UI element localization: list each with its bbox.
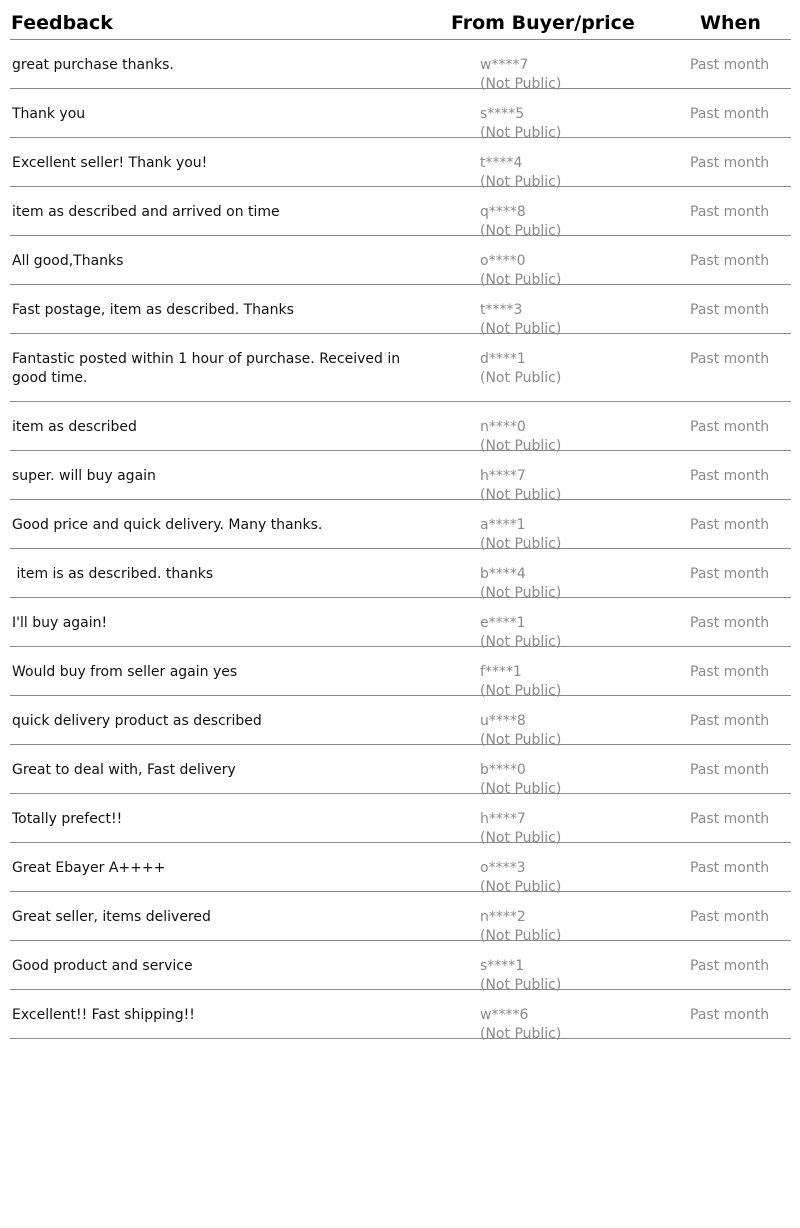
- price-status: (Not Public): [480, 174, 562, 190]
- buyer-id: b****4: [480, 566, 526, 582]
- buyer-id: h****7: [480, 468, 526, 484]
- buyer-id: n****0: [480, 419, 526, 435]
- buyer-id: w****7: [480, 57, 529, 73]
- price-status: (Not Public): [480, 879, 562, 895]
- price-status: (Not Public): [480, 683, 562, 699]
- feedback-when: Past month: [690, 351, 770, 367]
- feedback-comment: Good price and quick delivery. Many thanks.: [12, 517, 323, 533]
- buyer-id: t****4: [480, 155, 523, 171]
- feedback-comment: Totally prefect!!: [12, 811, 123, 827]
- feedback-when: Past month: [690, 253, 770, 269]
- table-row: [10, 647, 791, 699]
- feedback-comment: great purchase thanks.: [12, 57, 174, 73]
- buyer-id: d****1: [480, 351, 526, 367]
- feedback-when: Past month: [690, 1007, 770, 1023]
- feedback-comment: Thank you: [12, 106, 86, 122]
- feedback-comment: item as described: [12, 419, 137, 435]
- feedback-comment: Fast postage, item as described. Thanks: [12, 302, 294, 318]
- feedback-table: [10, 0, 791, 1042]
- feedback-when: Past month: [690, 860, 770, 876]
- price-status: (Not Public): [480, 272, 562, 288]
- price-status: (Not Public): [480, 781, 562, 797]
- table-row: [10, 236, 791, 288]
- table-row: [10, 402, 791, 454]
- price-status: (Not Public): [480, 928, 562, 944]
- feedback-when: Past month: [690, 615, 770, 631]
- price-status: (Not Public): [480, 634, 562, 650]
- table-row: [10, 892, 791, 944]
- feedback-when: Past month: [690, 664, 770, 680]
- feedback-comment: Great Ebayer A++++: [12, 860, 166, 876]
- buyer-id: t****3: [480, 302, 523, 318]
- table-row: [10, 941, 791, 993]
- feedback-comment: item is as described. thanks: [12, 566, 214, 582]
- table-row: [10, 794, 791, 846]
- table-row: [10, 843, 791, 895]
- header-feedback: Feedback: [11, 12, 113, 34]
- feedback-when: Past month: [690, 566, 770, 582]
- table-row: [10, 745, 791, 797]
- feedback-comment: item as described and arrived on time: [12, 204, 280, 220]
- buyer-id: s****5: [480, 106, 525, 122]
- table-row: [10, 598, 791, 650]
- price-status: (Not Public): [480, 438, 562, 454]
- feedback-when: Past month: [690, 762, 770, 778]
- price-status: (Not Public): [480, 585, 562, 601]
- feedback-when: Past month: [690, 468, 770, 484]
- feedback-when: Past month: [690, 909, 770, 925]
- table-row: [10, 89, 791, 141]
- feedback-when: Past month: [690, 811, 770, 827]
- feedback-when: Past month: [690, 302, 770, 318]
- buyer-id: n****2: [480, 909, 526, 925]
- feedback-comment: Excellent!! Fast shipping!!: [12, 1007, 195, 1023]
- price-status: (Not Public): [480, 732, 562, 748]
- table-row: [10, 500, 791, 552]
- buyer-id: q****8: [480, 204, 526, 220]
- buyer-id: w****6: [480, 1007, 529, 1023]
- table-row: [10, 187, 791, 239]
- feedback-when: Past month: [690, 57, 770, 73]
- feedback-when: Past month: [690, 713, 770, 729]
- feedback-comment: Would buy from seller again yes: [12, 664, 238, 680]
- price-status: (Not Public): [480, 830, 562, 846]
- buyer-id: b****0: [480, 762, 526, 778]
- feedback-comment: I'll buy again!: [12, 615, 108, 631]
- table-row: [10, 696, 791, 748]
- feedback-when: Past month: [690, 958, 770, 974]
- buyer-id: u****8: [480, 713, 526, 729]
- price-status: (Not Public): [480, 125, 562, 141]
- header-from-buyer-price: From Buyer/price: [451, 12, 635, 34]
- table-row: [10, 40, 791, 92]
- table-row: [10, 990, 791, 1042]
- feedback-when: Past month: [690, 106, 770, 122]
- price-status: (Not Public): [480, 370, 562, 386]
- buyer-id: a****1: [480, 517, 526, 533]
- feedback-comment: Fantastic posted within 1 hour of purchase. Received in good time.: [12, 351, 405, 386]
- header-when: When: [700, 12, 761, 34]
- buyer-id: o****0: [480, 253, 526, 269]
- table-row: [10, 334, 791, 402]
- table-row: [10, 285, 791, 337]
- buyer-cell: [480, 1006, 640, 1044]
- feedback-comment: Great to deal with, Fast delivery: [12, 762, 236, 778]
- feedback-comment: Excellent seller! Thank you!: [12, 155, 208, 171]
- buyer-id: h****7: [480, 811, 526, 827]
- table-row: [10, 549, 791, 601]
- buyer-id: e****1: [480, 615, 526, 631]
- table-header: [10, 0, 791, 40]
- buyer-id: o****3: [480, 860, 526, 876]
- buyer-cell: [480, 350, 640, 388]
- feedback-when: Past month: [690, 419, 770, 435]
- feedback-comment: Great seller, items delivered: [12, 909, 211, 925]
- feedback-comment: super. will buy again: [12, 468, 156, 484]
- feedback-when: Past month: [690, 155, 770, 171]
- buyer-id: f****1: [480, 664, 522, 680]
- table-row: [10, 451, 791, 503]
- buyer-id: s****1: [480, 958, 525, 974]
- price-status: (Not Public): [480, 487, 562, 503]
- price-status: (Not Public): [480, 223, 562, 239]
- price-status: (Not Public): [480, 536, 562, 552]
- feedback-comment: Good product and service: [12, 958, 193, 974]
- feedback-comment: All good,Thanks: [12, 253, 124, 269]
- price-status: (Not Public): [480, 321, 562, 337]
- price-status: (Not Public): [480, 1026, 562, 1042]
- price-status: (Not Public): [480, 76, 562, 92]
- feedback-when: Past month: [690, 517, 770, 533]
- table-row: [10, 138, 791, 190]
- feedback-comment: quick delivery product as described: [12, 713, 262, 729]
- price-status: (Not Public): [480, 977, 562, 993]
- feedback-when: Past month: [690, 204, 770, 220]
